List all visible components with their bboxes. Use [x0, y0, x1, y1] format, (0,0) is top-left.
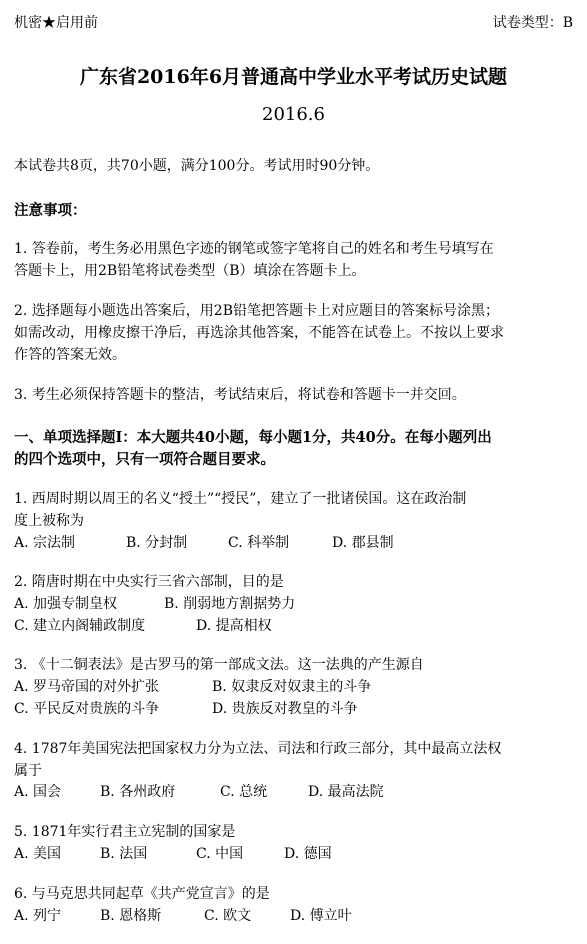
notice-1-line-1: 1. 答卷前，考生务必用黑色字迹的钢笔或签字笔将自己的姓名和考生号填写在: [14, 241, 494, 257]
exam-date: 2016.6: [262, 104, 325, 125]
question-1-option-d: D. 郡县制: [332, 535, 394, 551]
question-5-option-d: D. 德国: [284, 846, 332, 862]
intro-text: 本试卷共8页，共70小题，满分100分。考试用时90分钟。: [14, 158, 380, 174]
section-heading-line-2: 的四个选项中，只有一项符合题目要求。: [14, 451, 275, 468]
question-3-option-c: C. 平民反对贵族的斗争: [14, 701, 160, 717]
question-6-option-c: C. 欧文: [204, 908, 252, 924]
question-5-option-a: A. 美国: [14, 846, 62, 862]
question-2-option-c: C. 建立内阁辅政制度: [14, 618, 146, 634]
question-2-option-b: B. 削弱地方割据势力: [164, 596, 296, 612]
question-6-option-b: B. 恩格斯: [100, 908, 162, 924]
confidential-label: 机密★启用前: [14, 15, 98, 31]
question-5-stem: 5. 1871年实行君主立宪制的国家是: [14, 824, 236, 840]
question-2-option-d: D. 提高相权: [196, 618, 272, 634]
question-1-option-a: A. 宗法制: [14, 535, 76, 551]
notice-2-line-3: 作答的答案无效。: [14, 347, 126, 363]
exam-title: 广东省2016年6月普通高中学业水平考试历史试题: [79, 66, 508, 88]
notice-2-line-2: 如需改动，用橡皮擦干净后，再选涂其他答案，不能答在试卷上。不按以上要求: [14, 325, 504, 341]
question-2-option-a: A. 加强专制皇权: [14, 596, 118, 612]
question-3-stem: 3. 《十二铜表法》是古罗马的第一部成文法。这一法典的产生源自: [14, 657, 424, 673]
section-heading-line-1: 一、单项选择题Ⅰ：本大题共40小题，每小题1分，共40分。在每小题列出: [14, 429, 492, 446]
notice-2-line-1: 2. 选择题每小题选出答案后，用2B铅笔把答题卡上对应题目的答案标号涂黑；: [14, 303, 500, 319]
notice-3-line-1: 3. 考生必须保持答题卡的整洁，考试结束后，将试卷和答题卡一并交回。: [14, 387, 466, 403]
question-5-option-c: C. 中国: [196, 846, 244, 862]
question-4-option-c: C. 总统: [220, 784, 268, 800]
question-4-stem-line-2: 属于: [14, 763, 42, 779]
paper-type-label: 试卷类型：B: [492, 15, 573, 31]
question-2-stem: 2. 隋唐时期在中央实行三省六部制，目的是: [14, 574, 284, 590]
question-4-option-d: D. 最高法院: [308, 784, 384, 800]
question-6-option-d: D. 傅立叶: [290, 908, 352, 924]
question-3-option-d: D. 贵族反对教皇的斗争: [212, 701, 358, 717]
question-1-option-b: B. 分封制: [126, 535, 188, 551]
question-4-stem-line-1: 4. 1787年美国宪法把国家权力分为立法、司法和行政三部分，其中最高立法权: [14, 741, 502, 757]
question-6-option-a: A. 列宁: [14, 908, 62, 924]
question-1-stem-line-1: 1. 西周时期以周王的名义“授土”“授民”，建立了一批诸侯国。这在政治制: [14, 491, 467, 507]
question-4-option-a: A. 国会: [14, 784, 62, 800]
question-4-option-b: B. 各州政府: [100, 784, 176, 800]
question-5-option-b: B. 法国: [100, 846, 148, 862]
question-1-stem-line-2: 度上被称为: [14, 513, 84, 529]
notice-title: 注意事项：: [14, 202, 87, 219]
question-3-option-b: B. 奴隶反对奴隶主的斗争: [212, 679, 372, 695]
question-6-stem: 6. 与马克思共同起草《共产党宣言》的是: [14, 886, 270, 902]
question-3-option-a: A. 罗马帝国的对外扩张: [14, 679, 160, 695]
question-1-option-c: C. 科举制: [228, 535, 290, 551]
notice-1-line-2: 答题卡上，用2B铅笔将试卷类型（B）填涂在答题卡上。: [14, 263, 366, 279]
